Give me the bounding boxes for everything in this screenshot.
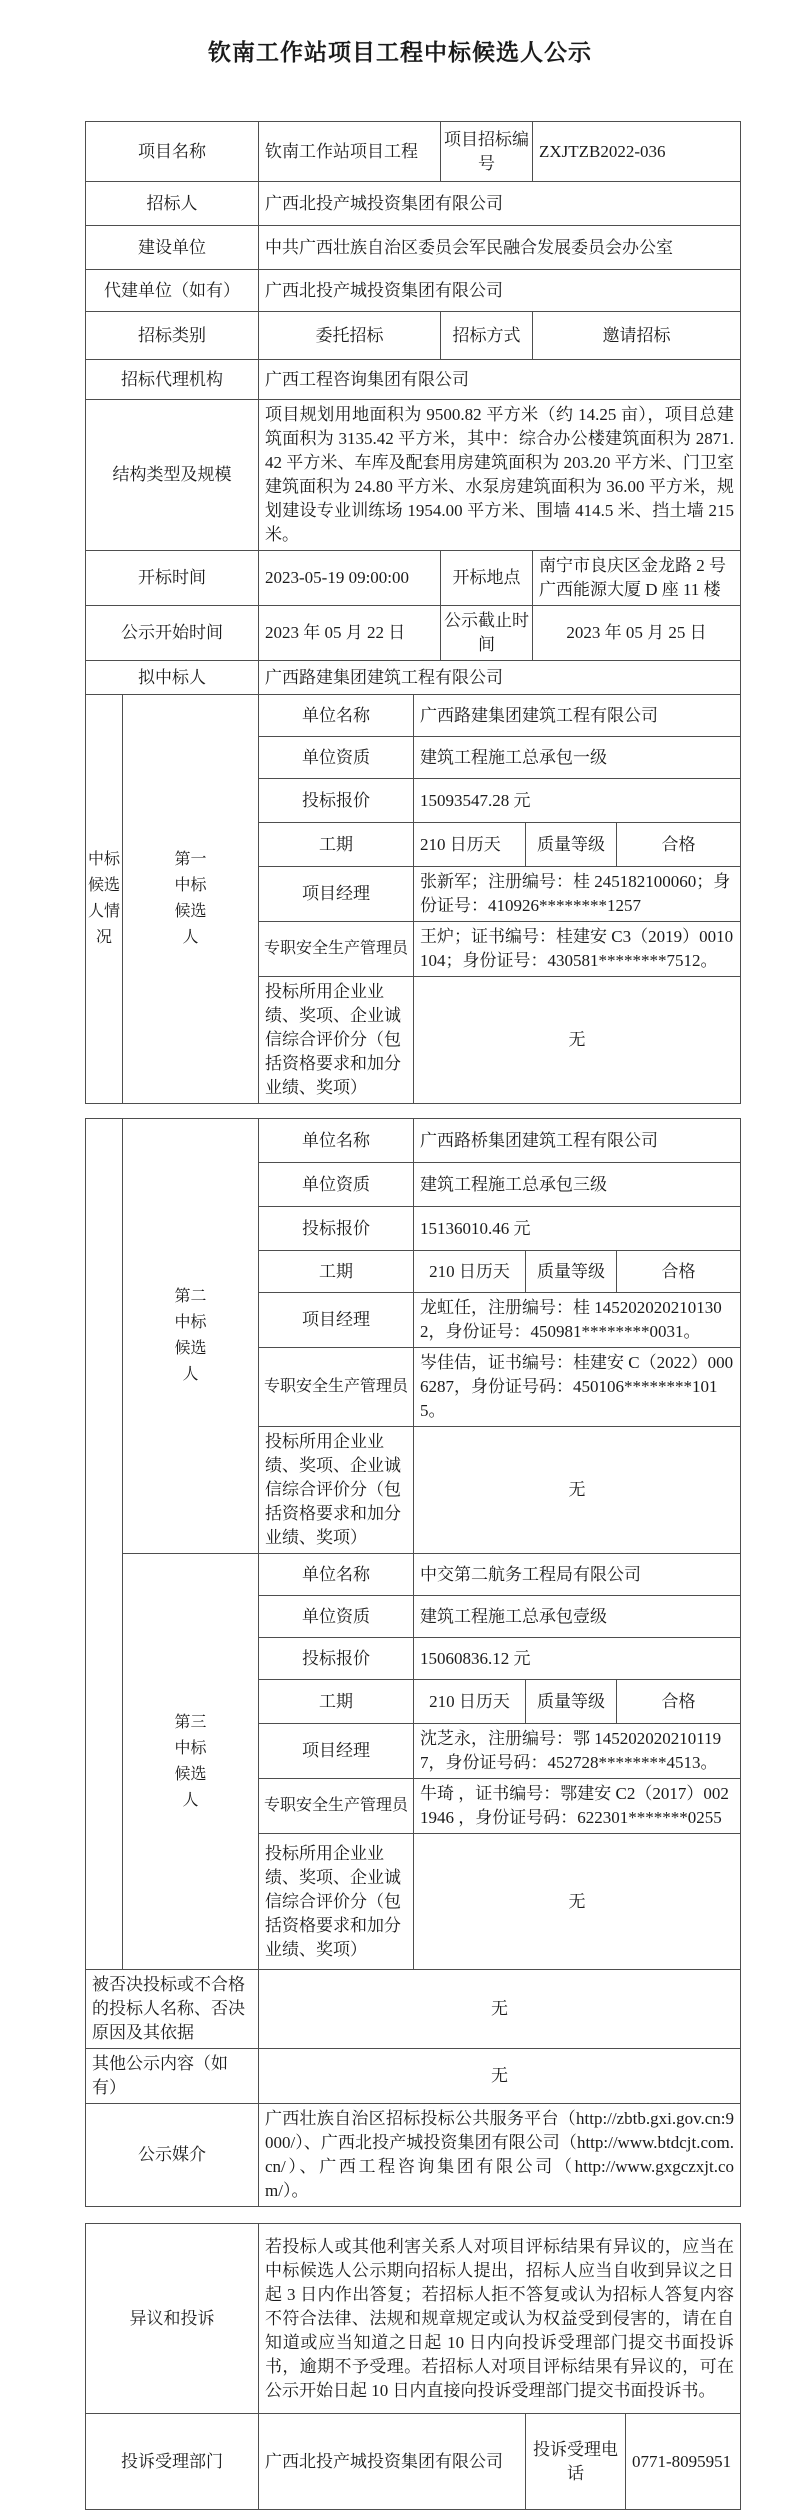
table-row <box>86 226 741 270</box>
complaint-dept-label: 投诉受理部门 <box>86 2414 259 2510</box>
project-info-table <box>85 121 741 1104</box>
bid-opening-time-label: 开标时间 <box>86 551 259 606</box>
rejected-value: 无 <box>259 1970 741 2049</box>
tenderer-label: 招标人 <box>86 182 259 226</box>
duration-label: 工期 <box>259 1680 414 1724</box>
candidate-3-unit-qualification: 建筑工程施工总承包壹级 <box>414 1596 741 1638</box>
project-name-value: 钦南工作站项目工程 <box>259 122 441 182</box>
publicity-start-label: 公示开始时间 <box>86 606 259 661</box>
candidate-1-rank-text: 第一中标候选人 <box>174 851 207 946</box>
table-row <box>86 1970 741 2049</box>
objection-value: 若投标人或其他利害关系人对项目评标结果有异议的，应当在中标候选人公示期向招标人提出，招标人应当自收到异议之日起 3 日内作出答复；若招标人拒不答复或认为招标人答复内容不符合法律、法规和规章规定或认为权益受到侵害的，请在自知道或应当知道之日起 10 日内向投诉受理部门提交书面投诉书，逾期不予受理。若招标人对项目评标结果有异议的，可在公示开始日起 10 日内直接向投诉受理部门提交书面投诉书。 <box>259 2224 741 2414</box>
candidates-group-label <box>86 695 123 1104</box>
page-title: 钦南工作站项目工程中标候选人公示 <box>208 40 592 65</box>
candidate-1-bid-price: 15093547.28 元 <box>414 779 741 823</box>
candidate-1-duration: 210 日历天 <box>414 823 526 867</box>
media-value: 广西壮族自治区招标投标公共服务平台（http://zbtb.gxi.gov.cn:9000/）、广西北投产城投资集团有限公司（http://www.btdcjt.com.cn/）、广西工程咨询集团有限公司（http://www.gxgczxjt.com/）。 <box>259 2104 741 2207</box>
unit-name-label: 单位名称 <box>259 695 414 737</box>
rejected-label: 被否决投标或不合格的投标人名称、否决原因及其依据 <box>86 1970 259 2049</box>
performance-label: 投标所用企业业绩、奖项、企业诚信综合评价分（包括资格要求和加分业绩、奖项） <box>259 977 414 1104</box>
candidates-group-spacer <box>86 1119 123 1970</box>
performance-label: 投标所用企业业绩、奖项、企业诚信综合评价分（包括资格要求和加分业绩、奖项） <box>259 1834 414 1970</box>
bid-opening-place-label: 开标地点 <box>441 551 533 606</box>
candidate-3-safety-officer: 牛琦 ，证书编号：鄂建安 C2（2017）0021946 ，身份证号码：622301*******0255 <box>414 1779 741 1834</box>
proposed-winner-value: 广西路建集团建筑工程有限公司 <box>259 661 741 695</box>
bid-price-label: 投标报价 <box>259 1638 414 1680</box>
bid-number-label: 项目招标编号 <box>441 122 533 182</box>
candidate-3-quality: 合格 <box>617 1680 741 1724</box>
candidate-3-unit-name: 中交第二航务工程局有限公司 <box>414 1554 741 1596</box>
quality-grade-label: 质量等级 <box>526 1680 617 1724</box>
project-manager-label: 项目经理 <box>259 1724 414 1779</box>
complaint-phone-label: 投诉受理电话 <box>526 2414 626 2510</box>
candidate-2-duration: 210 日历天 <box>414 1251 526 1293</box>
safety-officer-label: 专职安全生产管理员 <box>259 1348 414 1427</box>
project-name-label: 项目名称 <box>86 122 259 182</box>
candidate-3-project-manager: 沈芝永，注册编号：鄂 1452020202101197，身份证号码：452728********4513。 <box>414 1724 741 1779</box>
performance-label: 投标所用企业业绩、奖项、企业诚信综合评价分（包括资格要求和加分业绩、奖项） <box>259 1427 414 1554</box>
tender-category-value: 委托招标 <box>259 312 441 360</box>
table-row <box>86 2224 741 2414</box>
table-row <box>86 312 741 360</box>
unit-qualification-label: 单位资质 <box>259 1596 414 1638</box>
table-row <box>86 606 741 661</box>
candidate-2-quality: 合格 <box>617 1251 741 1293</box>
project-manager-label: 项目经理 <box>259 1293 414 1348</box>
other-content-value: 无 <box>259 2049 741 2104</box>
tender-method-label: 招标方式 <box>441 312 533 360</box>
table-row <box>86 551 741 606</box>
unit-name-label: 单位名称 <box>259 1119 414 1163</box>
candidate-1-safety-officer: 王炉；证书编号：桂建安 C3（2019）0010104；身份证号：430581********7512。 <box>414 922 741 977</box>
unit-name-label: 单位名称 <box>259 1554 414 1596</box>
safety-officer-label: 专职安全生产管理员 <box>259 922 414 977</box>
candidate-1-unit-qualification: 建筑工程施工总承包一级 <box>414 737 741 779</box>
candidate-2-unit-name: 广西路桥集团建筑工程有限公司 <box>414 1119 741 1163</box>
candidate-1-rank <box>123 695 259 1104</box>
candidate-2-bid-price: 15136010.46 元 <box>414 1207 741 1251</box>
candidate-2-unit-qualification: 建筑工程施工总承包三级 <box>414 1163 741 1207</box>
table-row <box>86 182 741 226</box>
tenderer-value: 广西北投产城投资集团有限公司 <box>259 182 741 226</box>
candidate-1-project-manager: 张新军；注册编号：桂 245182100060；身份证号：410926********1257 <box>414 867 741 922</box>
quality-grade-label: 质量等级 <box>526 1251 617 1293</box>
quality-grade-label: 质量等级 <box>526 823 617 867</box>
media-label: 公示媒介 <box>86 2104 259 2207</box>
candidates-group-text: 中标候选人情况 <box>88 851 121 946</box>
candidate-3-rank-text: 第三中标候选人 <box>174 1713 207 1809</box>
construction-unit-value: 中共广西壮族自治区委员会军民融合发展委员会办公室 <box>259 226 741 270</box>
tender-agency-value: 广西工程咨询集团有限公司 <box>259 360 741 400</box>
bid-opening-place-value: 南宁市良庆区金龙路 2 号广西能源大厦 D 座 11 楼 <box>533 551 741 606</box>
structure-scale-value: 项目规划用地面积为 9500.82 平方米（约 14.25 亩），项目总建筑面积为 3135.42 平方米，其中：综合办公楼建筑面积为 2871.42 平方米、车库及配套用房建筑面积为 203.20 平方米、门卫室建筑面积为 24.80 平方米、水泵房建筑面积为 36.00 平方米，规划建设专业训练场 1954.00 平方米、围墙 414.5 米、挡土墙 215 米。 <box>259 400 741 551</box>
candidate-2-rank-text: 第二中标候选人 <box>174 1288 207 1383</box>
candidate-2-rank <box>123 1119 259 1554</box>
table-row <box>86 122 741 182</box>
agent-unit-value: 广西北投产城投资集团有限公司 <box>259 270 741 312</box>
bid-price-label: 投标报价 <box>259 779 414 823</box>
safety-officer-label: 专职安全生产管理员 <box>259 1779 414 1834</box>
candidate-2-project-manager: 龙虹任，注册编号：桂 1452020202101302，身份证号：450981********0031。 <box>414 1293 741 1348</box>
candidate-3-bid-price: 15060836.12 元 <box>414 1638 741 1680</box>
other-content-label: 其他公示内容（如有） <box>86 2049 259 2104</box>
proposed-winner-label: 拟中标人 <box>86 661 259 695</box>
table-row <box>86 1554 741 1596</box>
bid-number-value: ZXJTZB2022-036 <box>533 122 741 182</box>
candidate-1-quality: 合格 <box>617 823 741 867</box>
table-row <box>86 2104 741 2207</box>
duration-label: 工期 <box>259 823 414 867</box>
candidate-3-rank <box>123 1554 259 1970</box>
publicity-start-value: 2023 年 05 月 22 日 <box>259 606 441 661</box>
table-row <box>86 2049 741 2104</box>
tender-agency-label: 招标代理机构 <box>86 360 259 400</box>
objection-label: 异议和投诉 <box>86 2224 259 2414</box>
candidate-3-performance: 无 <box>414 1834 741 1970</box>
tender-category-label: 招标类别 <box>86 312 259 360</box>
publicity-end-value: 2023 年 05 月 25 日 <box>533 606 741 661</box>
candidate-2-performance: 无 <box>414 1427 741 1554</box>
unit-qualification-label: 单位资质 <box>259 737 414 779</box>
construction-unit-label: 建设单位 <box>86 226 259 270</box>
table-row <box>86 2414 741 2510</box>
table-row <box>86 695 741 737</box>
agent-unit-label: 代建单位（如有） <box>86 270 259 312</box>
bid-opening-time-value: 2023-05-19 09:00:00 <box>259 551 441 606</box>
table-row <box>86 270 741 312</box>
candidate-3-duration: 210 日历天 <box>414 1680 526 1724</box>
duration-label: 工期 <box>259 1251 414 1293</box>
unit-qualification-label: 单位资质 <box>259 1163 414 1207</box>
candidate-2-safety-officer: 岑佳佶，证书编号：桂建安 C（2022）0006287，身份证号码：450106********1015。 <box>414 1348 741 1427</box>
table-row <box>86 360 741 400</box>
candidate-1-unit-name: 广西路建集团建筑工程有限公司 <box>414 695 741 737</box>
candidates-table <box>85 1118 741 2207</box>
bid-price-label: 投标报价 <box>259 1207 414 1251</box>
project-manager-label: 项目经理 <box>259 867 414 922</box>
table-row <box>86 400 741 551</box>
complaint-phone-value: 0771-8095951 <box>626 2414 741 2510</box>
publicity-end-label: 公示截止时间 <box>441 606 533 661</box>
tender-method-value: 邀请招标 <box>533 312 741 360</box>
complaint-dept-value: 广西北投产城投资集团有限公司 <box>259 2414 526 2510</box>
objection-table <box>85 2223 741 2510</box>
candidate-1-performance: 无 <box>414 977 741 1104</box>
table-row <box>86 661 741 695</box>
table-row <box>86 1119 741 1163</box>
structure-scale-label: 结构类型及规模 <box>86 400 259 551</box>
